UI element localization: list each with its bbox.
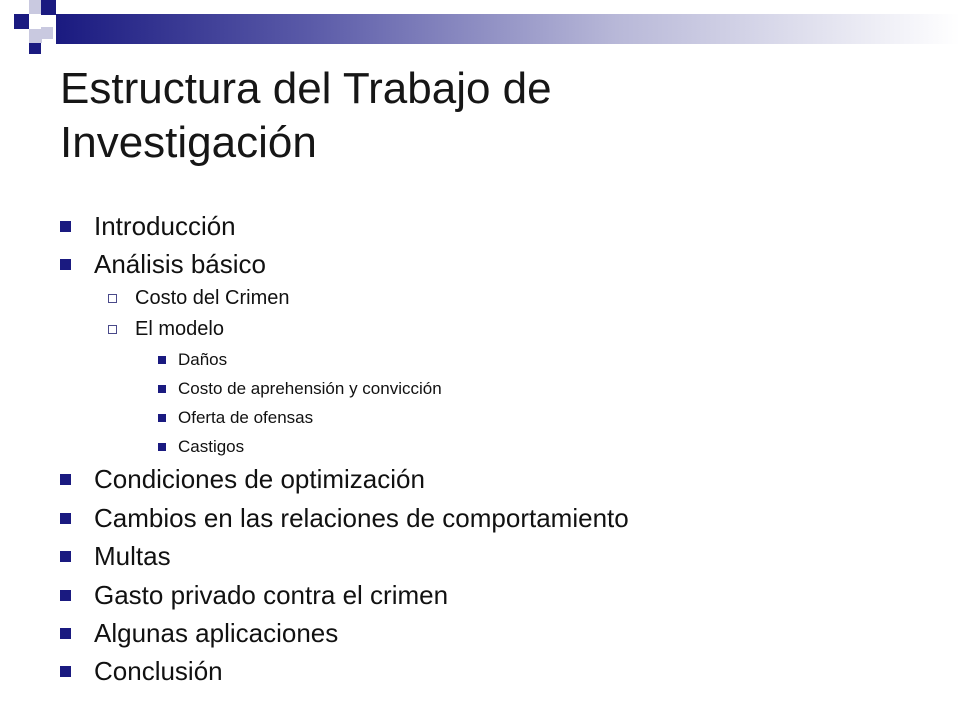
header-decoration-square [41,0,56,15]
small-filled-square-bullet-icon [158,443,166,451]
slide-title [60,62,920,170]
filled-square-bullet-icon [60,551,71,562]
sub-sub-list-item [158,437,244,457]
list-item [60,618,338,649]
sub-sub-list-item [158,350,227,370]
hollow-square-bullet-icon [108,325,117,334]
filled-square-bullet-icon [60,474,71,485]
list-item [60,503,629,534]
small-filled-square-bullet-icon [158,385,166,393]
list-item [60,211,236,242]
filled-square-bullet-icon [60,221,71,232]
sub-sub-list-item [158,379,442,399]
hollow-square-bullet-icon [108,294,117,303]
filled-square-bullet-icon [60,259,71,270]
list-item-text: Daños [178,350,228,369]
list-item-text: Castigos [178,437,245,456]
list-item-text: Multas [94,541,171,571]
slide-title-line-2: Investigación [60,118,317,167]
list-item-text: Análisis básico [94,249,266,279]
list-item-text: Introducción [94,211,236,241]
list-item-text: Algunas aplicaciones [94,618,339,648]
small-filled-square-bullet-icon [158,414,166,422]
list-item [60,580,448,611]
list-item-text: Conclusión [94,656,223,686]
header-decoration-square [14,14,29,29]
small-filled-square-bullet-icon [158,356,166,364]
list-item-text: Condiciones de optimización [94,464,425,494]
filled-square-bullet-icon [60,513,71,524]
header-decoration-square [41,27,53,39]
list-item [60,541,171,572]
list-item-text: Costo del Crimen [135,287,290,309]
list-item [60,656,223,687]
header-gradient-bar [56,14,960,44]
header-decoration-square [29,43,41,54]
sub-list-item [108,287,290,310]
list-item-text: Costo de aprehensión y convicción [178,379,442,398]
filled-square-bullet-icon [60,666,71,677]
slide-title-line-1: Estructura del Trabajo de [60,64,552,113]
list-item [60,464,425,495]
list-item [60,249,266,280]
list-item-text: El modelo [135,318,224,340]
list-item-text: Cambios en las relaciones de comportamiento [94,503,629,533]
header-decoration-square [29,0,41,14]
list-item-text: Gasto privado contra el crimen [94,580,449,610]
filled-square-bullet-icon [60,590,71,601]
filled-square-bullet-icon [60,628,71,639]
list-item-text: Oferta de ofensas [178,408,314,427]
sub-list-item [108,318,224,341]
sub-sub-list-item [158,408,313,428]
